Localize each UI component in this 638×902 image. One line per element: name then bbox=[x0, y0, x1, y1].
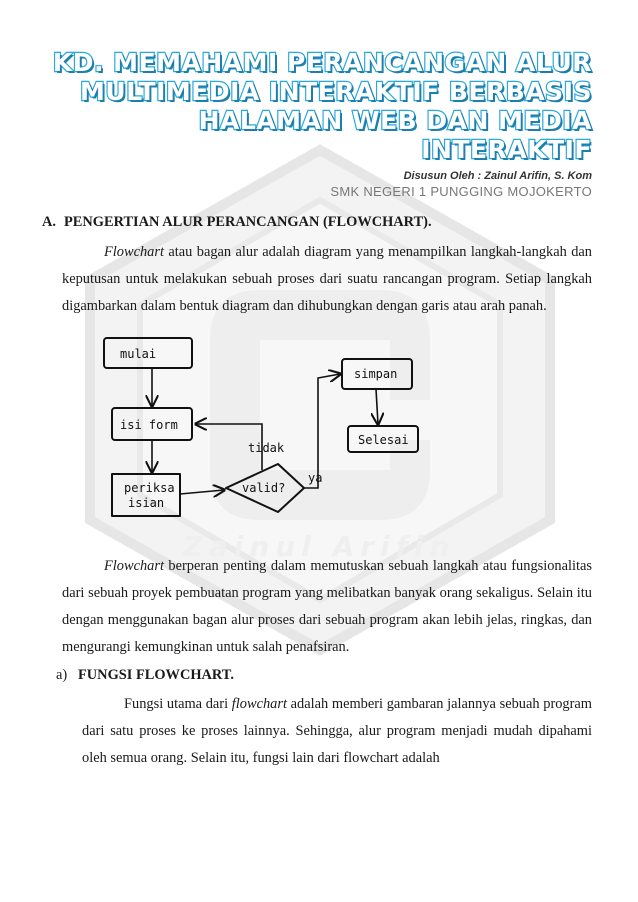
school-name: SMK NEGERI 1 PUNGGING MOJOKERTO bbox=[330, 184, 592, 199]
title-line-3: HALAMAN WEB DAN MEDIA INTERAKTIF bbox=[198, 106, 592, 164]
subsection-a-heading bbox=[56, 663, 592, 687]
flow-label-ya: ya bbox=[308, 471, 323, 485]
paragraph-text: atau bagan alur adalah diagram yang menampilkan langkah-langkah dan keputusan untuk melakukan sebuah proses dari suatu rancangan program. Setiap langkah digambarkan dalam bentuk diagram dan dihubungkan dengan garis atau arah panah. bbox=[62, 244, 592, 314]
title-line-1: KD. MEMAHAMI PERANCANGAN ALUR bbox=[52, 48, 592, 77]
flow-arrow-periksa-valid bbox=[180, 490, 224, 494]
subsection-a-title: FUNGSI FLOWCHART. bbox=[78, 667, 234, 683]
flow-label-isi-form: isi form bbox=[120, 418, 178, 432]
section-a-title: PENGERTIAN ALUR PERANCANGAN (FLOWCHART). bbox=[64, 214, 432, 230]
paragraph-flowchart-definition bbox=[62, 239, 592, 320]
watermark-text: Zainul Arifin bbox=[182, 530, 456, 563]
title-line-2: MULTIMEDIA INTERAKTIF BERBASIS bbox=[80, 77, 592, 106]
flow-label-valid: valid? bbox=[242, 481, 286, 495]
flow-label-mulai: mulai bbox=[120, 347, 157, 361]
flow-arrow-simpan-selesai bbox=[376, 389, 378, 424]
paragraph-flowchart-role bbox=[62, 553, 592, 661]
paragraph-text-pre: Fungsi utama dari bbox=[124, 696, 232, 712]
flow-label-isian: isian bbox=[128, 496, 165, 510]
document-body bbox=[42, 211, 592, 772]
paragraph-text: berperan penting dalam memutuskan sebuah langkah atau fungsionalitas dari sebuah proyek pembuatan program yang melibatkan banyak orang sekaligus. Selain itu dengan menggunakan bagan alur proses dari sebuah program akan lebih jelas, ringkas, dan mengurangi kemungkinan untuk salah penafsiran. bbox=[62, 558, 592, 655]
section-a-marker: A. bbox=[42, 214, 56, 230]
author-credit: Disusun Oleh : Zainul Arifin, S. Kom bbox=[403, 170, 592, 182]
subsection-a-marker: a) bbox=[56, 667, 68, 683]
flow-label-selesai: Selesai bbox=[358, 433, 409, 447]
flowchart-diagram bbox=[82, 334, 482, 524]
paragraph-fungsi-flowchart bbox=[82, 691, 592, 772]
flow-label-periksa: periksa bbox=[124, 481, 175, 495]
paragraph-text: adalah memberi gambaran jalannya sebuah program dari satu proses ke proses lainnya. Sehingga, alur program menjadi mudah dipahami oleh semua orang. Selain itu, fungsi lain dari flowchart adalah bbox=[82, 696, 592, 766]
term-flowchart: Flowchart bbox=[104, 244, 164, 260]
flow-label-simpan: simpan bbox=[354, 367, 398, 381]
page-header bbox=[40, 48, 592, 199]
term-flowchart: flowchart bbox=[231, 696, 287, 712]
section-a-heading bbox=[42, 211, 592, 233]
flow-label-tidak: tidak bbox=[248, 441, 285, 455]
term-flowchart: Flowchart bbox=[104, 558, 164, 574]
